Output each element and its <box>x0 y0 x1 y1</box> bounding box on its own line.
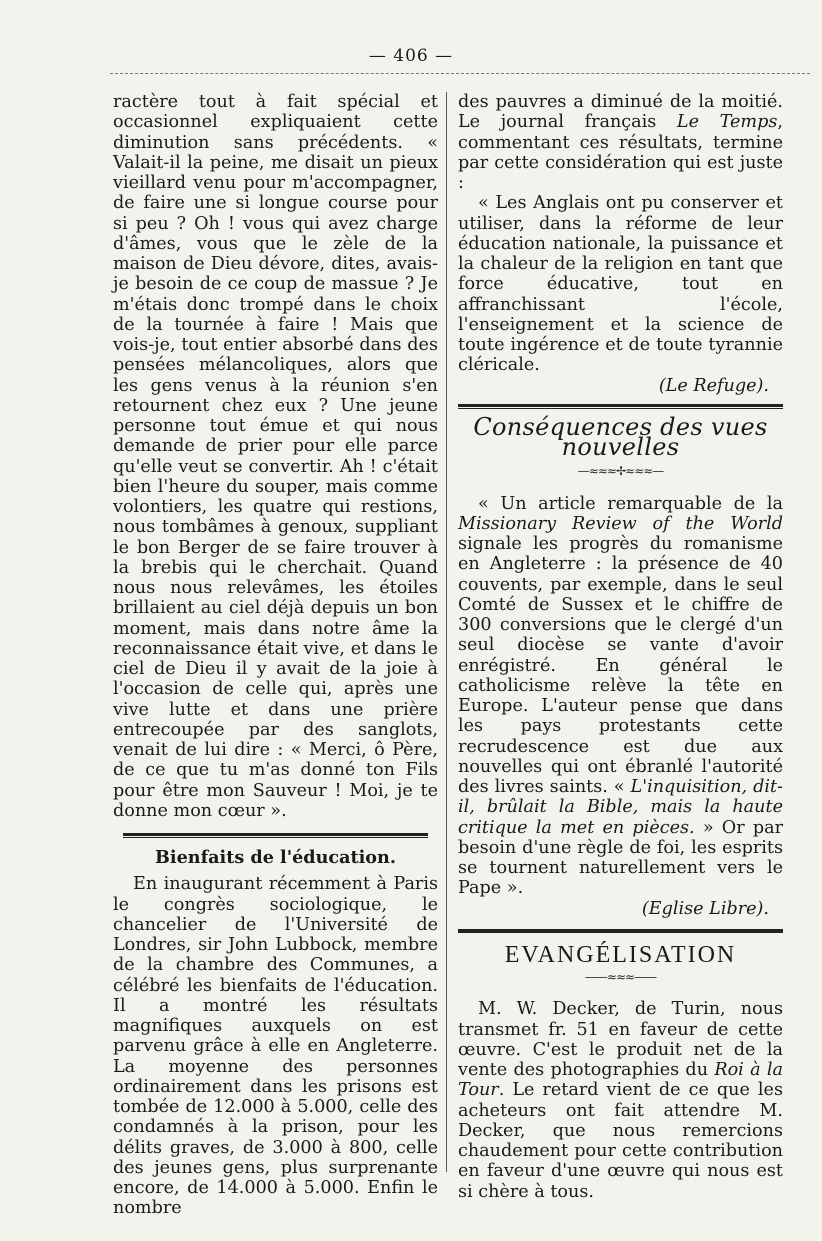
right-column <box>458 92 783 1202</box>
left-paragraph-2: En inaugurant récemment à Paris le congrès sociologique, le chancelier de l'Université de Londres, sir John Lubbock, membre de la chambre des Communes, a célébré les bienfaits de l'éducation. Il a montré les résultats magnifiques auxquels on est parvenu grâce à elle en Angleterre. La moyenne des personnes ordinairement dans les prisons est tombée de 12.000 à 5.000, celle des condamnés à la prison, pour les délits graves, de 3.000 à 800, celle des jeunes gens, plus surprenante encore, de 14.000 à 5.000. Enfin le nombre <box>113 874 438 1219</box>
section-title-education: Bienfaits de l'éducation. <box>155 847 396 868</box>
right-paragraph-4: M. W. Decker, de Turin, nous transmet fr. 51 en faveur de cette œuvre. C'est le produit net de la vente des photographies du Roi à la Tour. Le retard vient de ce que les acheteurs ont fait attendre M. Decker, que nous remercions chaudement pour cette contribution en faveur d'une œuvre qui nous est si chère à tous. <box>458 999 783 1202</box>
section-title-consequences: Conséquences des vues nouvelles <box>473 412 768 461</box>
right-paragraph-2: « Les Anglais ont pu conserver et utiliser, dans la réforme de leur éducation nationale, la puissance et la chaleur de la religion en tant que force éducative, tout en affranchissant l'école, l'enseignement et la science de toute ingérence et de toute tyrannie cléricale. <box>458 193 783 376</box>
source-eglise-libre: (Eglise Libre). <box>641 898 769 919</box>
source-le-refuge: (Le Refuge). <box>658 375 769 396</box>
page-number: — 406 — <box>368 46 454 66</box>
left-paragraph-1: ractère tout à fait spécial et occasionnel expliquaient cette diminution sans précédents. « Valait-il la peine, me disait un pieux vieillard venu pour m'accompagner, de faire une si longue course pour si peu ? Oh ! vous qui avez charge d'âmes, vous que le zèle de la maison de Dieu dévore, dites, avais-je besoin de ce coup de massue ? Je m'étais donc trompé dans le choix de la tournée à faire ! Mais que vois-je, tout entier absorbé dans des pensées mélancoliques, alors que les gens venus à la réunion s'en retournent chez eux ? Une jeune personne tout émue et qui nous demande de prier pour elle parce qu'elle veut se convertir. Ah ! c'était bien l'heure du souper, mais comme volontiers, les quatre qui restions, nous tombâmes à genoux, suppliant le bon Berger de se faire trouver à la brebis qui le cherchait. Quand nous nous relevâmes, les étoiles brillaient au ciel déjà depuis un bon moment, mais dans notre âme la reconnaissance était vive, et dans le ciel de Dieu il y avait de la joie à l'occasion de celle qui, après une vive lutte et dans une prière entrecoupée par des sanglots, venait de lui dire : « Merci, ô Père, de ce que tu m'as donné ton Fils pour être mon Sauveur ! Moi, je te donne mon cœur ». <box>113 92 438 821</box>
section-divider <box>123 833 428 838</box>
right-paragraph-3: « Un article remarquable de la Missionary Review of the World signale les progrès du romanisme en Angleterre : la présence de 40 couvents, par exemple, dans le seul Comté de Sussex et le chiffre de 300 conversions que le clergé d'un seul diocèse se vante d'avoir enrégistré. En général le catholicisme relève la tête en Europe. L'auteur pense que dans les pays protestants cette recrudescence est due aux nouvelles qui ont ébranlé l'autorité des livres saints. « L'inquisition, dit-il, brûlait la Bible, mais la haute critique la met en pièces. » Or par besoin d'une règle de foi, les esprits se tournent naturellement vers le Pape ». <box>458 493 783 899</box>
flourish-ornament: —≈≈≈✢≈≈≈— <box>577 464 664 479</box>
right-paragraph-1: des pauvres a diminué de la moitié. Le journal français Le Temps, commentant ces résultats, termine par cette considération qui est juste : <box>458 92 783 193</box>
section-title-evangelisation: EVANGÉLISATION <box>504 941 737 968</box>
column-divider <box>446 92 447 1172</box>
section-divider-thick <box>458 929 783 933</box>
left-column <box>113 92 438 1219</box>
section-divider <box>458 404 783 409</box>
flourish-ornament: ——≈≈≈—— <box>584 970 657 984</box>
header-rule <box>110 73 810 74</box>
